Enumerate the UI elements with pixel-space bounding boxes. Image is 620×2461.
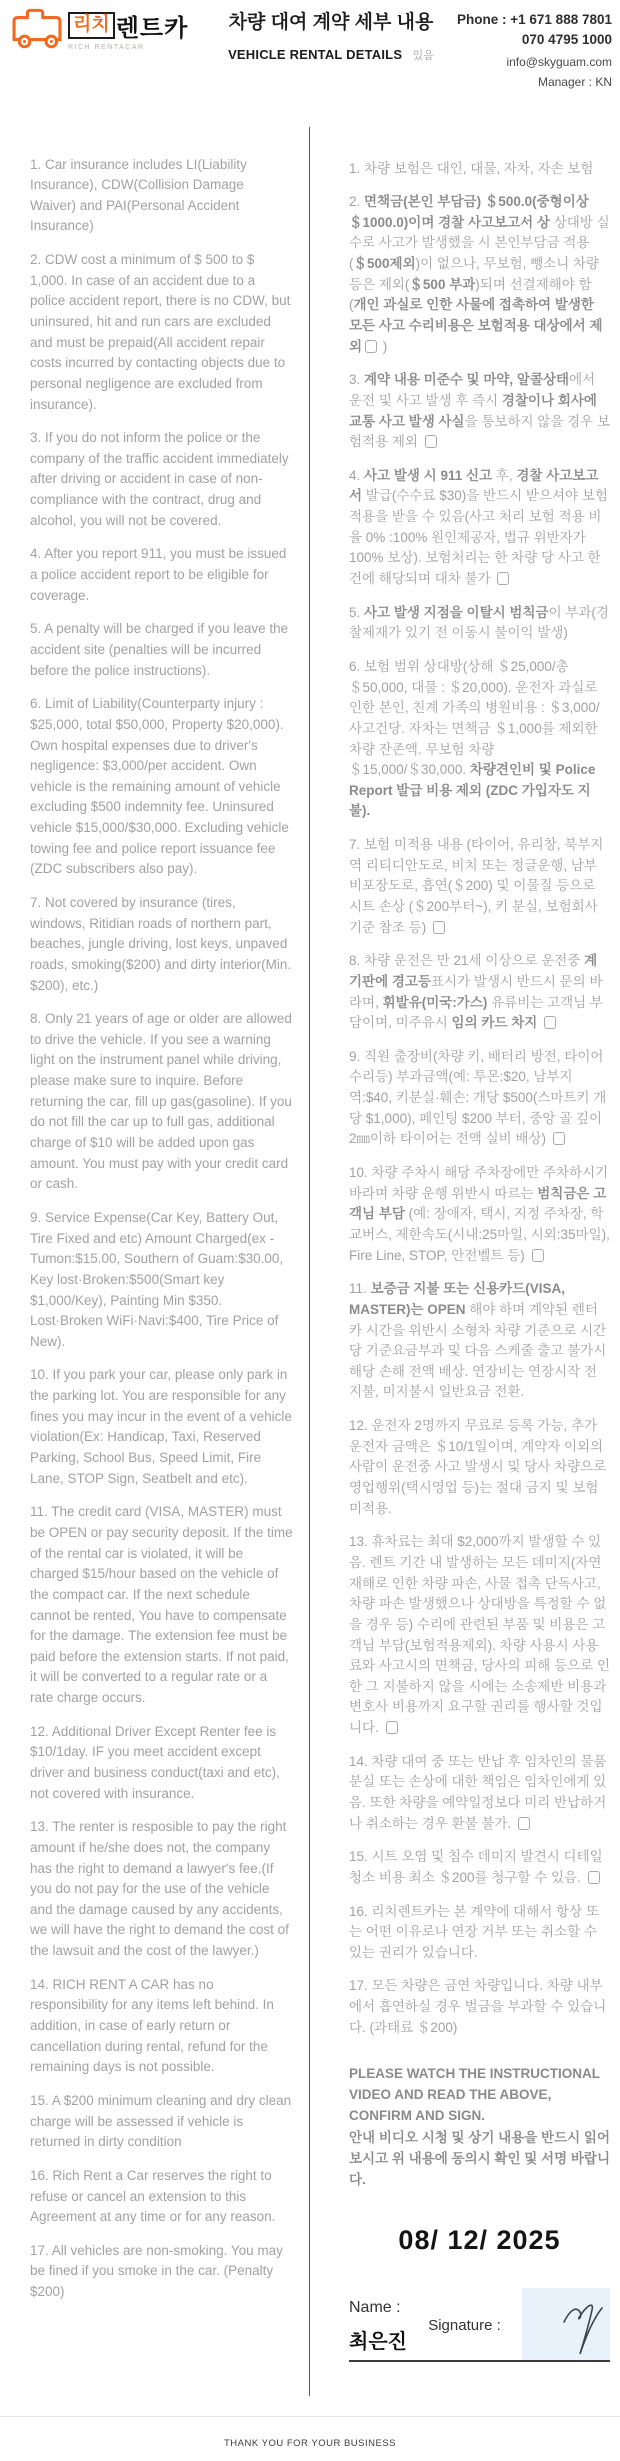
terms-text: 유류비는 고객님 부담이며, 미주유시	[349, 994, 603, 1031]
terms-item-kr	[349, 657, 610, 822]
terms-item-en: 14. RICH RENT A CAR has no responsibility for any items left behind. In addition, in case of early return or cancellation during rental, refund for the remaining days is not possible.	[30, 1976, 274, 2075]
rich-rentacar-logo	[8, 8, 220, 91]
terms-text: 9. 직원 출장비(차량 키, 배터리 방전, 타이어 수리등) 부과금액(예: 투몬:$20, 남부지역:$40, 키분실·훼손: 개당 $500(스마트키 개당 $1,000), 페인팅 $200 부터, 중앙 골 깊이 2㎜이하 타이어는 전액 실비 배상)	[349, 1048, 607, 1147]
korean-terms-list	[349, 159, 610, 2039]
manager-name: Manager : KN	[537, 74, 612, 89]
checkbox-icon	[386, 1721, 398, 1734]
terms-item-kr	[349, 835, 610, 938]
terms-item-en: 8. Only 21 years of age or older are allowed to drive the vehicle. If you see a warning light on the instrument panel while driving, please make sure to inquire. Before returning the car, fill up gas(gasoline). If you do not fill the car up to full gas, additional charge of $10 will be added upon gas amount. You must pay with your credit card or cash.	[30, 1011, 292, 1192]
terms-text: 5.	[349, 604, 365, 620]
terms-item-en: 5. A penalty will be charged if you leave the accident site (penalties will be incurred before the police instructions).	[30, 621, 289, 678]
terms-text: 15. 시트 오염 및 침수 데미지 발견시 디테일 청소 비용 최소 ＄200를 청구할 수 있음.	[349, 1849, 603, 1885]
checkbox-icon	[433, 921, 445, 934]
checkbox-icon	[553, 1132, 565, 1145]
terms-text: 발급(수수료 $30)을 반드시 받으셔야 보험 적용을 받을 수 있음(사고 처리 보험 적용 비율 0% :100% 원인제공자, 법규 위반자가 100% 보상). 보험처리는 한 차량 당 사고 한 건에 해당되며 대차 불가	[349, 488, 608, 587]
terms-text: 표시가 발생시 반드시 문의 바라며,	[349, 973, 603, 1010]
terms-item-kr	[349, 1902, 610, 1964]
terms-bold-text: 경찰이나 회사에 교통 사고 발생 사실	[349, 392, 597, 429]
name-label: Name :	[349, 2299, 401, 2317]
terms-text: 8. 차량 운전은 만 21세 이상으로 운전중	[349, 953, 585, 969]
english-terms-column	[0, 127, 310, 2397]
document-title-english: VEHICLE RENTAL DETAILS	[228, 46, 403, 62]
checkbox-icon	[544, 1016, 556, 1029]
title-status-text: 있음	[412, 49, 434, 62]
terms-item-kr	[349, 1047, 610, 1150]
terms-item-kr	[349, 466, 610, 590]
checkbox-icon	[497, 572, 509, 585]
document-footer	[0, 2416, 620, 2461]
signature-row	[349, 2288, 610, 2362]
signature-scribble-icon	[550, 2292, 610, 2358]
terms-text: 13. 휴차료는 최대 $2,000까지 발생할 수 있음. 렌트 기간 내 발생하는 모든 데미지(자연재해로 인한 차량 파손, 사물 접촉 단독사고, 차량 파손 발생했으나 상대방을 특정할 수 없을 경우 등) 수리에 관련된 부품 및 비용은 고객님 부담(보험적용제외). 차량 사용시 사용료와 사고시의 면책금, 당사의 피해 등으로 인한 그 지불하지 않을 시에는 소송제반 비용과 변호사 비용까지 요구할 권리를 행사할 것입니다.	[349, 1534, 610, 1736]
terms-bold-text: 차량견인비 및 Police Report 발급 비용 제외 (ZDC 가입자도 지불).	[349, 762, 596, 819]
terms-text: 1. 차량 보험은 대인, 대물, 자차, 자손 보험	[349, 160, 594, 176]
renter-name-value: 최은진	[349, 2330, 407, 2353]
terms-item-en: 6. Limit of Liability(Counterparty injury : $25,000, total $50,000, Property $20,000). Own hospital expenses due to driver's negligence: $3,000/per accident. Own vehicle is the remaining amount of vehicle excluding $500 indemnity fee. Uninsured vehicle $15,000/$30,000. Excluding vehicle towing fee and police report issuance fee (ZDC subscribers also pay).	[30, 696, 289, 877]
terms-item-kr	[349, 159, 610, 180]
terms-text: 후,	[492, 467, 517, 483]
terms-bold-text: 범칙금은 고객님 부담	[349, 1185, 607, 1222]
terms-text: 3.	[349, 372, 365, 388]
terms-bold-text: 사고 발생 시 911 신고	[364, 467, 493, 483]
email-address: info@skyguam.com	[506, 54, 612, 69]
notice-korean: 안내 비디오 시청 및 상기 내용을 반드시 읽어보시고 위 내용에 동의시 확인 및 서명 바랍니다.	[349, 2130, 610, 2187]
terms-item-en: 9. Service Expense(Car Key, Battery Out, Tire Fixed and etc) Amount Charged(ex - Tumon:$15.00, Southern of Guam:$30.00, Key lost·Broken:$500(Smart key $1,000/Key), Painting Min $350. Lost·Broken WiFi·Navi:$400, Tire Price of New).	[30, 1209, 284, 1349]
terms-text: 16. 리치렌트카는 본 계약에 대해서 항상 또는 어떤 이유로나 연장 거부 또는 취소할 수 있는 권리가 있습니다.	[349, 1903, 599, 1960]
terms-text: 12. 운전자 2명까지 무료로 등록 가능, 추가 운전자 금액은 ＄10/1일이며, 계약자 이외의 사람이 운전중 사고 발생시 및 당사 차량으로 영업행위(택시영업 등)는 절대 금지 및 보험 미적용.	[349, 1418, 607, 1516]
terms-item-en: 10. If you park your car, please only park in the parking lot. You are responsible for any fines you may incur in the event of a vehicle violation(Ex: Handicap, Taxi, Reserved Parking, School Bus, Speed Limit, Fire Lane, STOP Sign, Seatbelt and etc).	[30, 1367, 292, 1486]
terms-item-kr	[349, 1416, 610, 1519]
terms-bold-text: ＄500 부과	[409, 276, 476, 292]
terms-text: 을 통보하지 않을 경우 보험적용 제외	[349, 413, 611, 450]
name-field	[349, 2296, 407, 2359]
terms-text	[537, 1015, 541, 1030]
terms-text: )되며 선결제해야 함 (	[349, 276, 592, 313]
terms-text: )이 없으나, 무보험, 뺑소니 차량 등은 제외(	[349, 256, 600, 292]
terms-bold-text: ＄500제외	[353, 256, 416, 272]
confirm-and-sign-notice	[349, 2064, 610, 2190]
terms-bold-text: 면책금(본인 부담금) ＄500.0(중형이상 ＄1000.0)이며 경찰 사고보고서 상	[349, 194, 589, 230]
terms-bold-text: 보증금 지불 또는 신용카드(VISA, MASTER)는 OPEN	[349, 1281, 565, 1317]
contract-date: 08/ 12/ 2025	[398, 2225, 561, 2256]
phone-number-secondary: 070 4795 1000	[521, 32, 612, 48]
terms-text: 17. 모든 차량은 금연 차량입니다. 차량 내부에서 흡연하실 경우 벌금을 부과할 수 있습니다. (과태료 ＄200)	[349, 1978, 607, 2035]
checkbox-icon	[518, 1817, 530, 1830]
signature-pad[interactable]	[522, 2288, 610, 2360]
logo-kr-box-text: 리치	[68, 12, 115, 39]
terms-item-kr	[349, 192, 610, 357]
terms-item-en: 16. Rich Rent a Car reserves the right to refuse or cancel an extension to this Agreement at any time or for any reason.	[30, 2167, 276, 2225]
terms-item-en: 3. If you do not inform the police or the company of the traffic accident immediately after driving or accident in case of non-compliance with the contract, drug and alcohol, you will not be covered.	[30, 430, 289, 528]
terms-item-kr	[349, 951, 610, 1034]
terms-item-kr	[349, 1847, 610, 1888]
terms-item-en: 17. All vehicles are non-smoking. You may be fined if you smoke in the car. (Penalty $200)	[30, 2242, 283, 2300]
terms-item-kr	[349, 1163, 610, 1266]
terms-item-en: 4. After you report 911, you must be issued a police accident report to be eligible for coverage.	[30, 546, 287, 603]
logo-subtitle: RICH RENTACAR	[68, 44, 145, 51]
terms-text: 에서 운전 및 사고 발생 후 즉시	[349, 372, 596, 408]
terms-text: )	[379, 338, 388, 354]
terms-item-en: 13. The renter is resposible to pay the right amount if he/she does not, the company has the right to demand a lawyer's fee.(If you do not pay for the use of the vehicle and the damage caused by any accidents, we will have the right to demand the cost of the lawsuit and the cost of the lawyer.)	[30, 1819, 289, 1959]
terms-bold-text: 휘발유(미국:가스)	[382, 994, 488, 1010]
terms-text: 4.	[349, 467, 365, 483]
terms-text: 해야 하며 계약된 렌터카 시간을 위반시 소형차 차량 기준으로 시간당 기준요금부과 및 다음 스케줄 출고 불가시 해당 손해 전액 배상. 연장비는 연장시작 전 지불, 미지불시 일반요금 전환.	[349, 1301, 607, 1400]
terms-item-kr	[349, 1752, 610, 1835]
document-header	[0, 0, 620, 91]
phone-number-primary: Phone : +1 671 888 7801	[457, 12, 612, 27]
terms-text: 6. 보험 범위 상대방(상해 ＄25,000/총 ＄50,000, 대물 : ＄20,000). 운전자 과실로 인한 본인, 친계 가족의 병원비용 : ＄3,000/사고건당. 자차는 면책금 ＄1,000를 제외한 차량 잔존액. 무보험 차량 ＄15,000/＄30,000.	[349, 658, 600, 778]
terms-item-en: 1. Car insurance includes LI(Liability Insurance), CDW(Collision Damage Waiver) and PAI(Personal Accident Insurance)	[30, 156, 247, 234]
korean-terms-column	[310, 127, 620, 2397]
terms-text: 14. 차량 대여 중 또는 반납 후 임차인의 물품 분실 또는 손상에 대한 책임은 임차인에게 있음. 또한 차량을 예약일정보다 미리 반납하거나 취소하는 경우 환불 불가.	[349, 1753, 607, 1831]
terms-text: 2.	[349, 194, 365, 210]
terms-item-en: 11. The credit card (VISA, MASTER) must be OPEN or pay security deposit. If the time of the rental car is violated, it will be charged $15/hour based on the vehicle of the compact car. If the next schedule cannot be rented, You have to compensate for the damage. The extension fee must be paid before the extension starts. If not paid, it will be converted to a regular rate or a rate charge occurs.	[30, 1504, 293, 1706]
terms-text: 10. 차량 주차시 해당 주차장에만 주차하시기 바라며 차량 운행 위반시 따르는	[349, 1165, 609, 1201]
contact-info	[442, 8, 612, 91]
terms-item-kr	[349, 370, 610, 453]
terms-bold-text: 경찰 사고보고서	[349, 467, 599, 504]
terms-text: 11.	[349, 1281, 371, 1297]
footer-thank-you-text: THANK YOU FOR YOUR BUSINESS	[223, 2438, 397, 2449]
terms-columns	[0, 127, 620, 2397]
document-title-korean: 차량 대여 계약 세부 내용	[228, 12, 434, 33]
terms-item-kr	[349, 1976, 610, 2038]
terms-item-kr	[349, 1532, 610, 1738]
terms-bold-text: 개인 과실로 인한 사물에 접촉하여 발생한 모든 사고 수리비용은 보험적용 대상에서 제외	[349, 297, 603, 354]
terms-bold-text: 계기판에 경고등	[349, 953, 598, 989]
checkbox-icon	[425, 435, 437, 448]
notice-english: PLEASE WATCH THE INSTRUCTIONAL VIDEO AND READ THE ABOVE, CONFIRM AND SIGN.	[349, 2066, 600, 2123]
logo-kr-main-text: 렌트카	[115, 15, 189, 42]
checkbox-icon	[588, 1871, 600, 1884]
orange-car-icon	[8, 8, 66, 52]
terms-bold-text: 임의 카드 차지	[451, 1015, 538, 1031]
terms-text: 상대방 실수로 사고가 발생했을 시 본인부담금 적용 (	[349, 214, 610, 272]
terms-item-kr	[349, 603, 610, 644]
terms-item-en: 15. A $200 minimum cleaning and dry clean charge will be assessed if vehicle is returned in dirty condition	[30, 2092, 292, 2150]
checkbox-icon	[365, 340, 377, 353]
checkbox-icon	[532, 1249, 544, 1262]
terms-item-en: 7. Not covered by insurance (tires, windows, Ritidian roads of northern part, beaches, jungle driving, lost keys, unpaved roads, smoking($200) and dirty interior(Min. $200), etc.)	[30, 895, 292, 993]
terms-item-en: 12. Additional Driver Except Renter fee is $10/1day. IF you meet accident except driver and business conduct(taxi and etc), not covered with insurance.	[30, 1723, 280, 1801]
terms-text: 이 부과(경찰제재가 있기 전 이동시 불이익 발생)	[349, 604, 609, 641]
terms-text: 7. 보험 미적용 내용 (타이어, 유리창, 북부지역 리티디안도로, 비치 또는 정글운행, 남부 비포장도로, 흡연(＄200) 및 이물질 등으로 시트 손상 (＄200부터~), 키 분실, 보험회사 기준 참조 등)	[349, 837, 604, 935]
signature-label: Signature :	[428, 2316, 501, 2334]
terms-item-en: 2. CDW cost a minimum of $ 500 to $ 1,000. In case of an accident due to a police accident report, there is no CDW, but uninsured, hit and run cars are excluded and must be prepaid(All accident repair costs incurred by contacting objects due to personal negligence are excluded from insurance).	[30, 252, 291, 412]
terms-text: (예: 장애자, 택시, 지정 주차장, 학교버스, 제한속도(시내:25마일, 시외:35마일), Fire Line, STOP, 안전벨트 등)	[349, 1206, 610, 1263]
terms-item-kr	[349, 1279, 610, 1403]
terms-bold-text: 계약 내용 미준수 및 마약, 알콜상태	[364, 372, 570, 388]
terms-bold-text: 사고 발생 지점을 이탈시 범칙금	[364, 604, 549, 620]
